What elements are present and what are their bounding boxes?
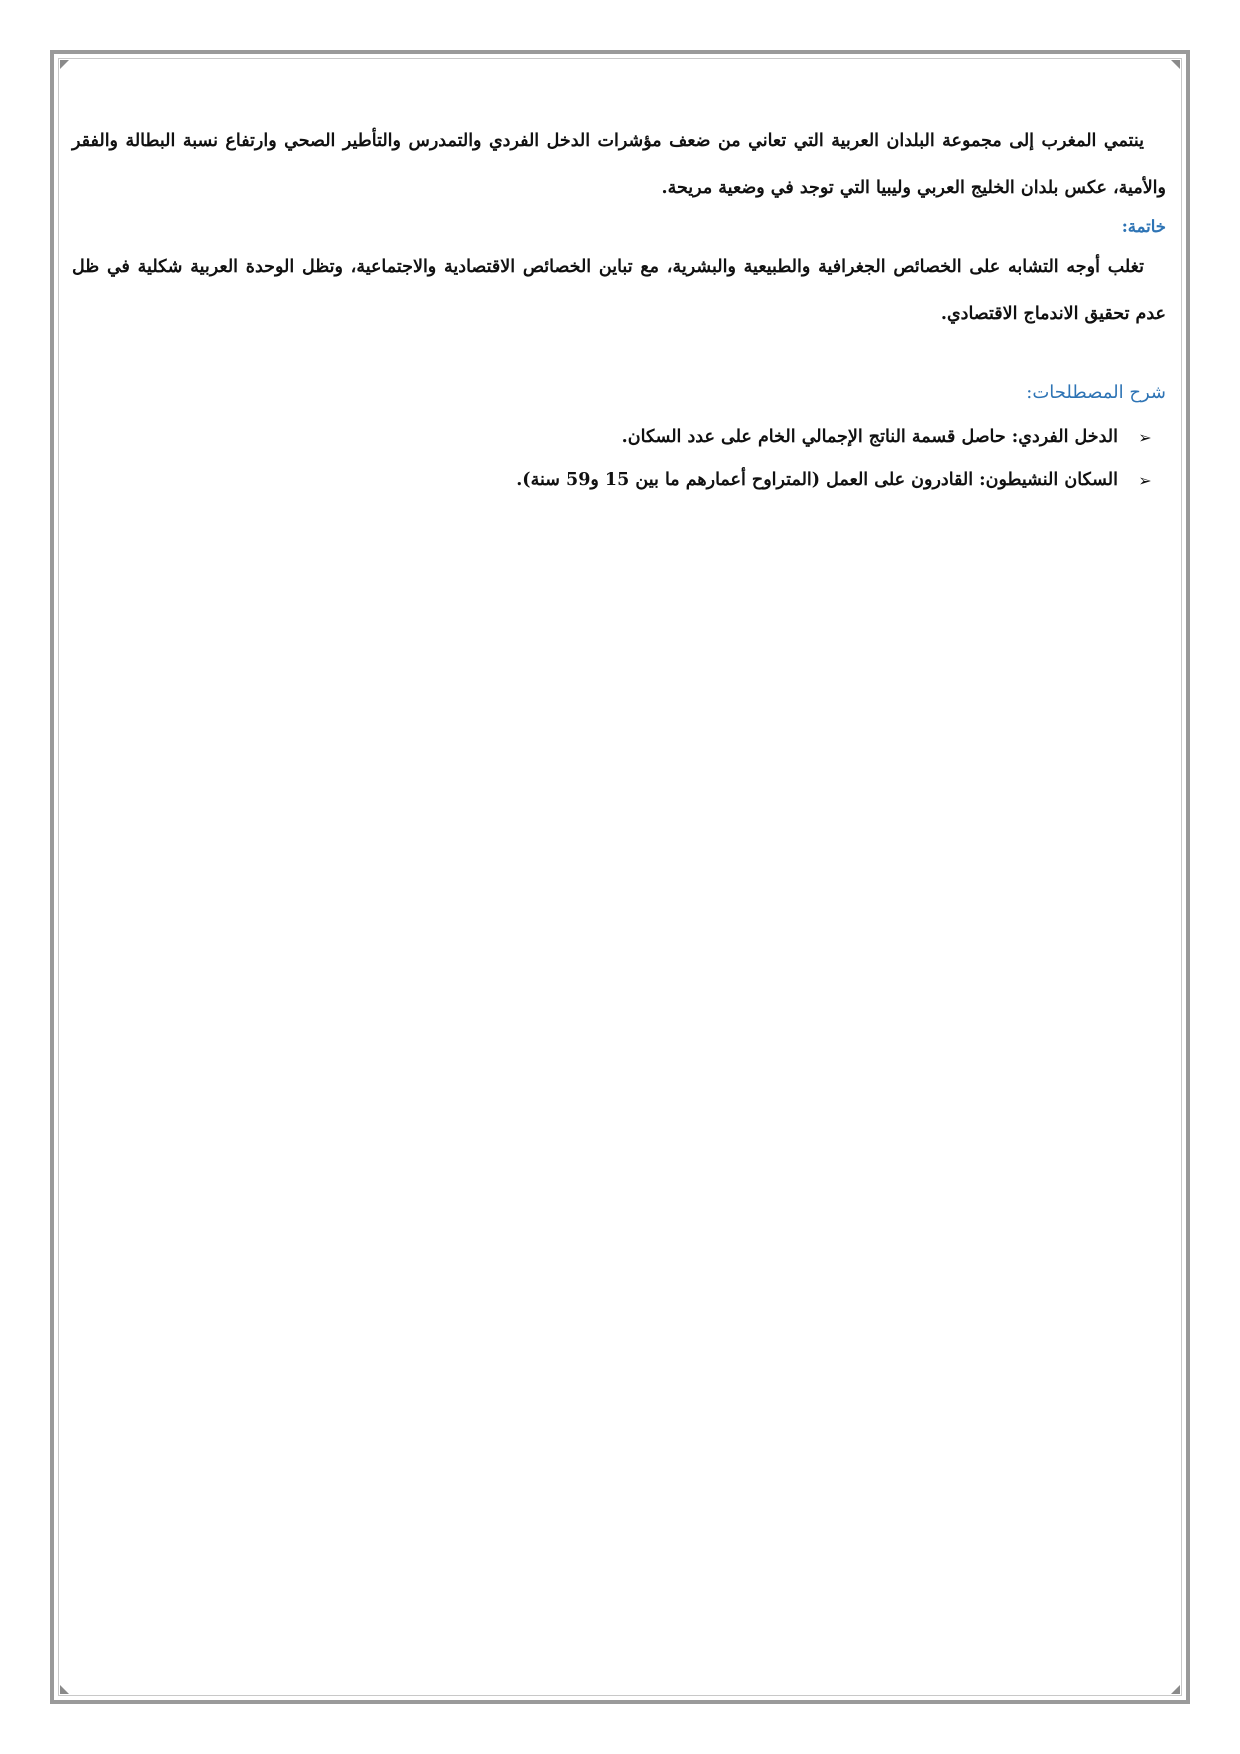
corner-ornament-bottom-right: [1171, 1685, 1180, 1694]
corner-ornament-top-left: [60, 60, 69, 69]
arrow-bullet-icon: ➢: [1138, 471, 1152, 490]
document-content: [72, 118, 1166, 502]
list-item: [72, 416, 1156, 459]
intro-paragraph: ينتمي المغرب إلى مجموعة البلدان العربية التي تعاني من ضعف مؤشرات الدخل الفردي والتمدرس والتأطير الصحي وارتفاع نسبة البطالة والفقر والأمية، عكس بلدان الخليج العربي وليبيا التي توجد في وضعية مريحة.: [72, 131, 1166, 198]
arrow-bullet-icon: ➢: [1138, 428, 1152, 447]
terms-heading: شرح المصطلحات:: [1026, 382, 1166, 403]
terms-list: [72, 416, 1166, 502]
term-text: السكان النشيطون: القادرون على العمل (المتراوح أعمارهم ما بين 15 و59 سنة).: [516, 470, 1118, 490]
conclusion-paragraph: تغلب أوجه التشابه على الخصائص الجغرافية والطبيعية والبشرية، مع تباين الخصائص الاقتصادية والاجتماعية، وتظل الوحدة العربية شكلية في ظل عدم تحقيق الاندماج الاقتصادي.: [72, 257, 1166, 324]
conclusion-heading: خاتمة:: [1121, 217, 1166, 236]
corner-ornament-bottom-left: [60, 1685, 69, 1694]
term-text: الدخل الفردي: حاصل قسمة الناتج الإجمالي الخام على عدد السكان.: [621, 427, 1118, 447]
corner-ornament-top-right: [1171, 60, 1180, 69]
list-item: [72, 459, 1156, 502]
